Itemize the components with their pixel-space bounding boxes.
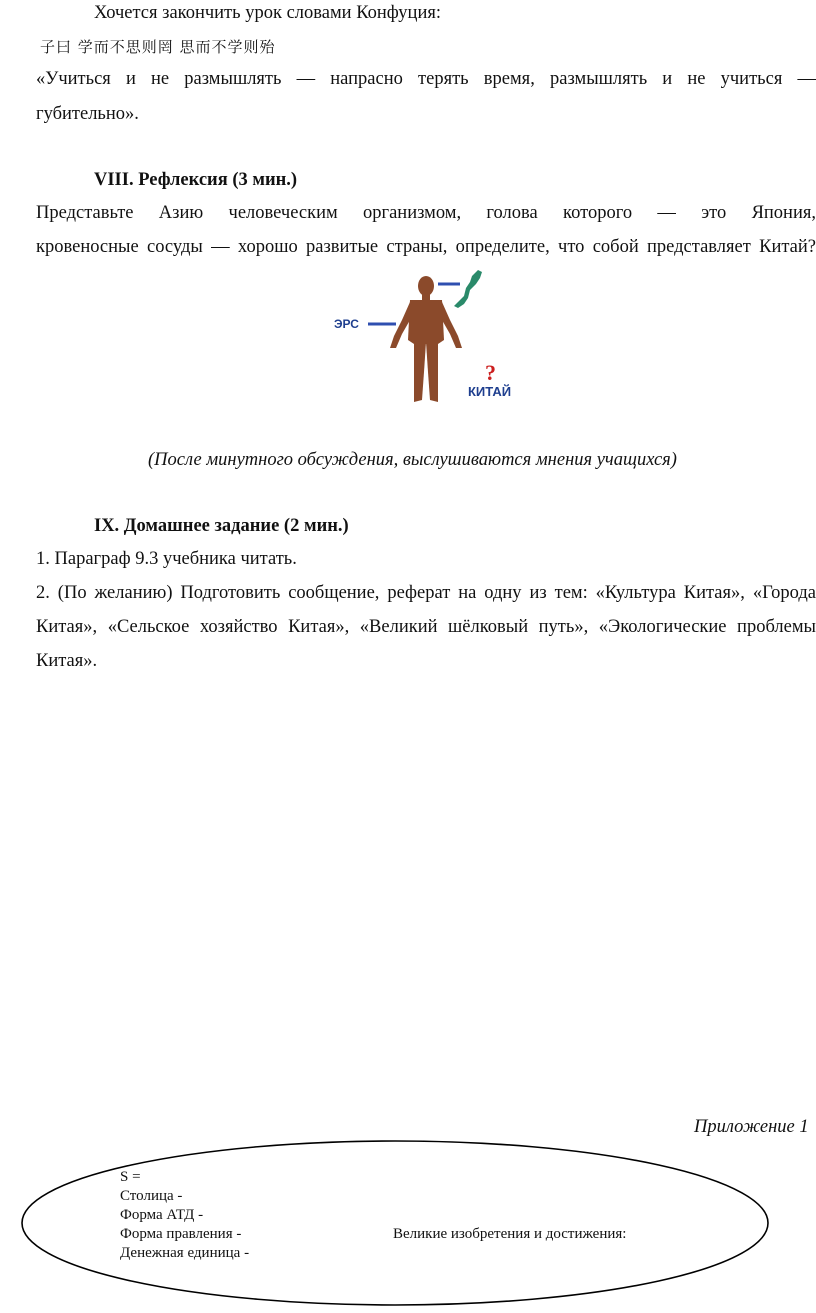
- japan-map-icon: [454, 270, 482, 308]
- homework-item-2-line-2: Китая», «Сельское хозяйство Китая», «Великий шёлковый путь», «Экологические проблемы: [36, 617, 816, 637]
- homework-item-2-line-3: Китая».: [36, 651, 98, 671]
- field-capital: Столица -: [120, 1188, 183, 1204]
- homework-heading: IX. Домашнее задание (2 мин.): [94, 516, 349, 536]
- homework-item-2-line-1: 2. (По желанию) Подготовить сообщение, реферат на одну из тем: «Культура Китая», «Города: [36, 583, 816, 603]
- field-atd-form: Форма АТД -: [120, 1207, 204, 1223]
- asia-body-illustration: [330, 268, 530, 408]
- reflection-heading: VIII. Рефлексия (3 мин.): [94, 170, 298, 190]
- appendix-oval: [20, 1138, 770, 1308]
- quote-line-2: губительно».: [36, 104, 139, 124]
- reflection-para-line-2: кровеносные сосуды — хорошо развитые страны, определите, что собой представляет Китай?: [36, 237, 816, 257]
- question-mark: ?: [485, 360, 496, 385]
- field-government-form: Форма правления -: [120, 1226, 242, 1242]
- discussion-note: (После минутного обсуждения, выслушиваются мнения учащихся): [148, 450, 677, 470]
- reflection-para-line-1: Представьте Азию человеческим организмом, голова которого — это Япония,: [36, 203, 816, 223]
- appendix-label: Приложение 1: [694, 1117, 809, 1137]
- quote-line-1: «Учиться и не размышлять — напрасно терять время, размышлять и не учиться —: [36, 69, 816, 89]
- intro-line: Хочется закончить урок словами Конфуция:: [94, 3, 441, 23]
- human-figure-icon: [390, 276, 462, 402]
- inventions-label: Великие изобретения и достижения:: [393, 1226, 627, 1242]
- field-currency: Денежная единица -: [120, 1245, 250, 1261]
- china-label: КИТАЙ: [468, 384, 512, 399]
- chinese-quote: 子曰 学而不思则罔 思而不学则殆: [40, 38, 276, 56]
- ers-label: ЭРС: [334, 317, 359, 331]
- homework-item-1: 1. Параграф 9.3 учебника читать.: [36, 549, 297, 569]
- field-area: S =: [120, 1169, 141, 1185]
